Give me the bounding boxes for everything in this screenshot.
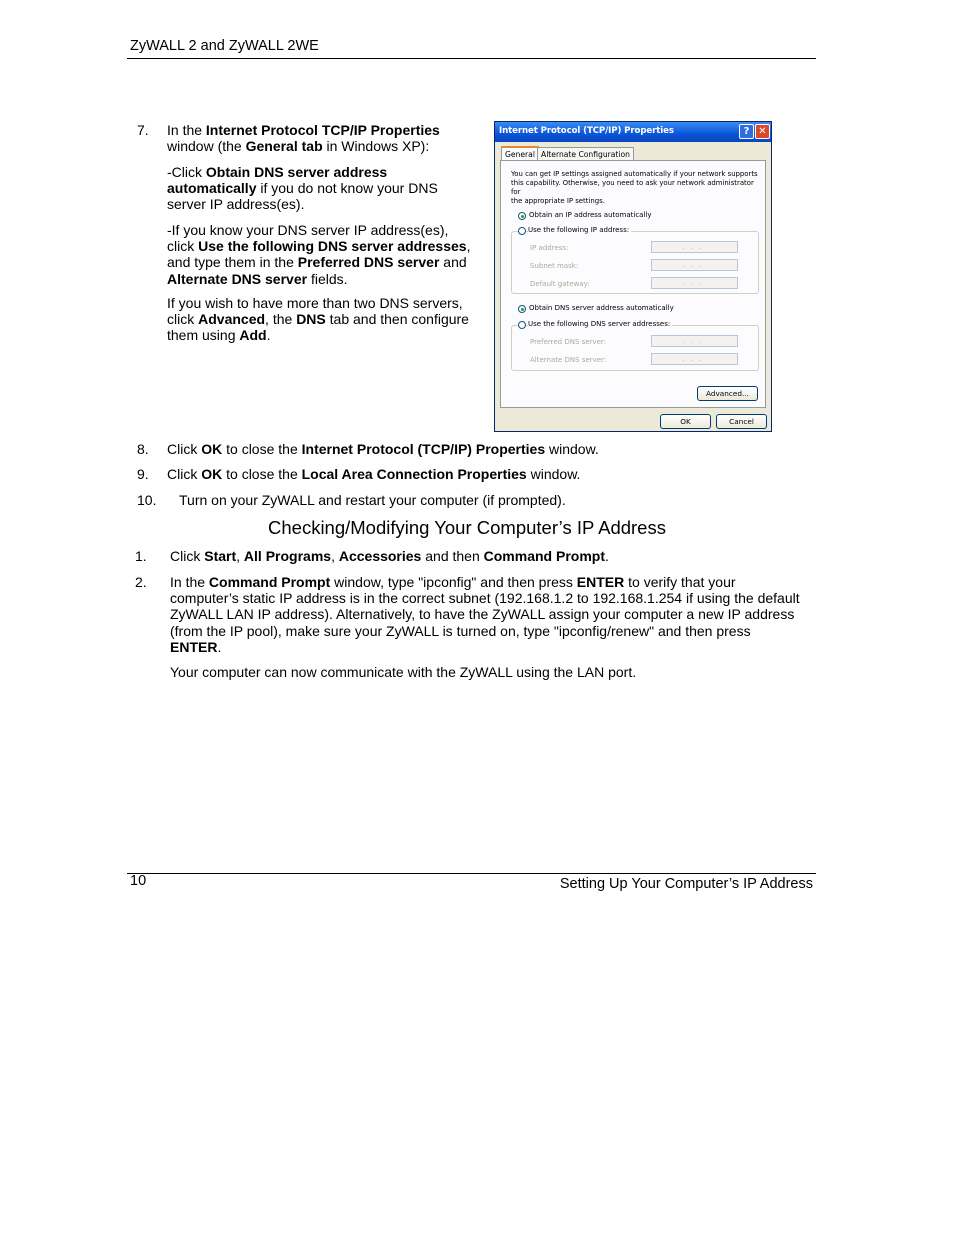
step-7-number: 7. — [137, 122, 149, 138]
footer-section-title: Setting Up Your Computer’s IP Address — [559, 876, 813, 892]
default-gateway-label: Default gateway: — [530, 280, 590, 288]
substep-2-text: In the Command Prompt window, type "ipconfig" and then press ENTER to verify that your computer’s static IP address is in the correct subnet (192.168.1.2 to 192.168.1.254 if using the default ZyWALL LAN IP address). Alternatively, to have the ZyWALL assign your computer a new IP address (from the IP pool), make sure your ZyWALL is turned on, type "ipconfig/renew" and then press ENTER. — [170, 574, 800, 655]
substep-2-number: 2. — [135, 574, 147, 590]
step-8-text: Click OK to close the Internet Protocol (TCP/IP) Properties window. — [167, 441, 599, 457]
alternate-dns-label: Alternate DNS server: — [530, 356, 607, 364]
section-heading: Checking/Modifying Your Computer’s IP Address — [268, 517, 666, 538]
step-7-para-2: -Click Obtain DNS server address automatically if you do not know your DNS server IP address(es). — [167, 164, 438, 213]
radio-obtain-ip-automatically[interactable] — [518, 212, 526, 220]
general-tab-panel — [500, 160, 766, 408]
subnet-mask-field[interactable]: ... — [651, 259, 738, 271]
substep-1-text: Click Start, All Programs, Accessories and then Command Prompt. — [170, 548, 609, 564]
radio-use-following-ip-label: Use the following IP address: — [528, 226, 630, 234]
step-10-number: 10. — [137, 492, 157, 508]
radio-use-following-dns[interactable] — [518, 321, 526, 329]
footer-rule — [127, 873, 816, 874]
step-7-para-1: In the Internet Protocol TCP/IP Properties window (the General tab in Windows XP): — [167, 122, 440, 155]
dialog-intro-text: You can get IP settings assigned automatically if your network supports this capability. Otherwise, you need to ask your network administrator for the appropriate IP settings. — [511, 170, 758, 205]
ip-address-group — [511, 231, 759, 294]
step-9-number: 9. — [137, 466, 149, 482]
step-9-text: Click OK to close the Local Area Connection Properties window. — [167, 466, 581, 482]
radio-obtain-ip-label: Obtain an IP address automatically — [529, 211, 652, 219]
radio-obtain-dns-automatically[interactable] — [518, 305, 526, 313]
header-title: ZyWALL 2 and ZyWALL 2WE — [130, 38, 319, 54]
tcpip-properties-dialog — [494, 121, 772, 432]
tab-alternate-configuration[interactable]: Alternate Configuration — [537, 147, 634, 161]
ok-button[interactable]: OK — [660, 414, 711, 429]
ip-address-field[interactable]: ... — [651, 241, 738, 253]
substep-1-number: 1. — [135, 548, 147, 564]
header-rule — [127, 58, 816, 59]
closing-text: Your computer can now communicate with the ZyWALL using the LAN port. — [170, 664, 637, 680]
step-10-text: Turn on your ZyWALL and restart your computer (if prompted). — [179, 492, 566, 508]
help-icon[interactable]: ? — [739, 124, 754, 139]
radio-use-following-dns-label: Use the following DNS server addresses: — [528, 320, 671, 328]
preferred-dns-label: Preferred DNS server: — [530, 338, 607, 346]
cancel-button[interactable]: Cancel — [716, 414, 767, 429]
default-gateway-field[interactable]: ... — [651, 277, 738, 289]
dns-server-group — [511, 325, 759, 371]
step-7-para-4: If you wish to have more than two DNS servers, click Advanced, the DNS tab and then configure them using Add. — [167, 295, 469, 344]
alternate-dns-field[interactable]: ... — [651, 353, 738, 365]
ip-address-label: IP address: — [530, 244, 569, 252]
advanced-button[interactable]: Advanced... — [697, 386, 758, 401]
close-icon[interactable]: ✕ — [755, 124, 770, 139]
radio-obtain-dns-label: Obtain DNS server address automatically — [529, 304, 674, 312]
step-8-number: 8. — [137, 441, 149, 457]
footer-page-number: 10 — [130, 873, 147, 889]
step-7-para-3: -If you know your DNS server IP address(es), click Use the following DNS server addresses, and type them in the Preferred DNS server and Alternate DNS server fields. — [167, 222, 471, 287]
radio-use-following-ip[interactable] — [518, 227, 526, 235]
tab-general[interactable]: General — [501, 146, 539, 162]
subnet-mask-label: Subnet mask: — [530, 262, 579, 270]
dialog-title: Internet Protocol (TCP/IP) Properties — [499, 126, 674, 136]
preferred-dns-field[interactable]: ... — [651, 335, 738, 347]
dialog-titlebar — [495, 122, 771, 142]
